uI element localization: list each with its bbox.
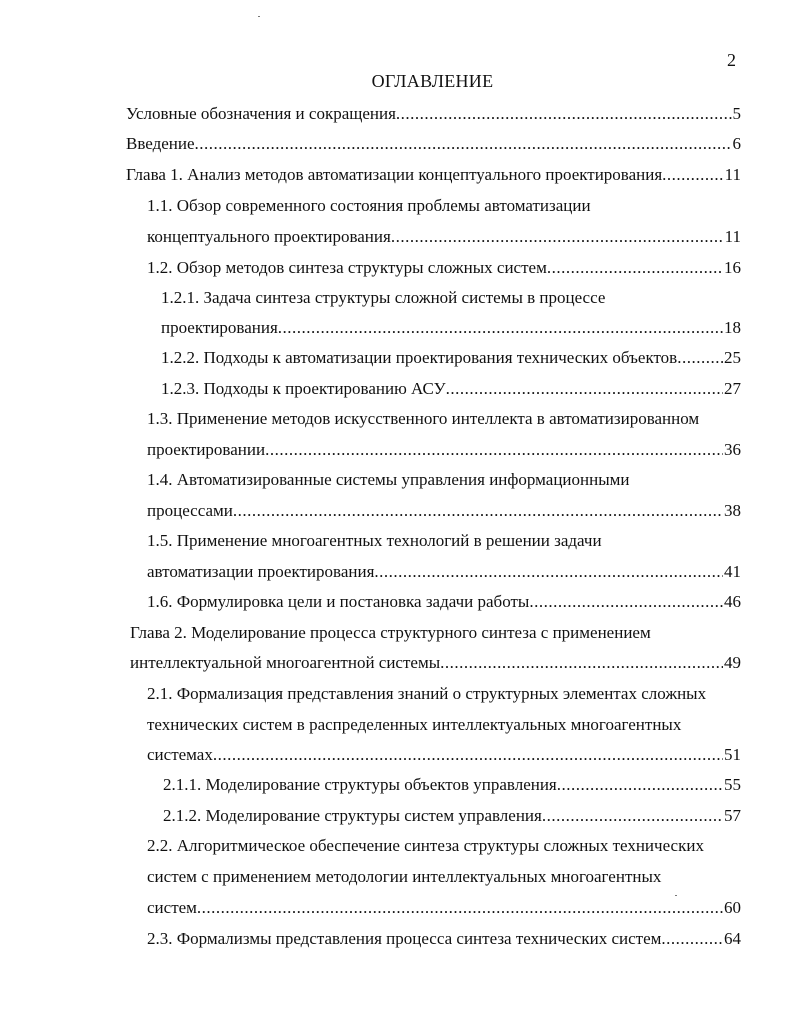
toc-entry-page: 18 — [724, 318, 741, 337]
toc-entry-text: 1.2.2. Подходы к автоматизации проектирования технических объектов — [161, 348, 678, 367]
toc-entry-page: 57 — [724, 806, 741, 825]
toc-entry-text: концептуального проектирования — [147, 227, 391, 246]
toc-entry-page: 38 — [724, 501, 741, 520]
toc-entry-1-3 — [147, 438, 741, 462]
toc-entry-text: Глава 1. Анализ методов автоматизации концептуального проектирования — [126, 165, 663, 184]
toc-entry-1-4 — [147, 499, 741, 523]
toc-entry-page: 49 — [724, 653, 741, 672]
toc-entry-text: 2.3. Формализмы представления процесса синтеза технических систем — [147, 929, 662, 948]
toc-entry-2-1-line-1: 2.1. Формализация представления знаний о структурных элементах сложных — [147, 684, 707, 703]
toc-entry-2-1-line-2: технических систем в распределенных интеллектуальных многоагентных — [147, 715, 682, 734]
dot-leader — [233, 499, 723, 523]
toc-entry-page: 16 — [724, 258, 741, 277]
toc-entry-text: Условные обозначения и сокращения — [126, 104, 396, 123]
toc-entry-1-3-line-1: 1.3. Применение методов искусственного интеллекта в автоматизированном — [147, 409, 700, 428]
toc-entry-text: процессами — [147, 501, 233, 520]
toc-entry-text: проектировании — [147, 440, 266, 459]
toc-title: ОГЛАВЛЕНИЕ — [371, 71, 494, 91]
dot-leader — [197, 896, 723, 920]
toc-entry-2-3 — [147, 927, 741, 951]
toc-entry-text: 1.2. Обзор методов синтеза структуры сложных систем — [147, 258, 547, 277]
toc-entry-1-2 — [147, 256, 741, 280]
page-number: 2 — [727, 50, 736, 70]
toc-entry-page: 6 — [732, 134, 741, 153]
toc-entry-chapter-2 — [130, 651, 741, 675]
toc-entry-2-2-line-1: 2.2. Алгоритмическое обеспечение синтеза структуры сложных технических — [147, 836, 704, 855]
dot-leader — [213, 743, 723, 767]
dot-leader — [661, 927, 723, 951]
toc-entry-page: 51 — [724, 745, 741, 764]
toc-entry-1-6 — [147, 590, 741, 614]
toc-entry-text: системах — [147, 745, 213, 764]
dot-leader — [278, 316, 723, 340]
toc-entry-2-1 — [147, 743, 741, 767]
toc-entry-text: систем — [147, 898, 197, 917]
scan-speck — [258, 16, 260, 17]
toc-entry-text: автоматизации проектирования — [147, 562, 375, 581]
toc-entry-page: 11 — [724, 227, 741, 246]
toc-entry-2-1-2 — [163, 804, 741, 828]
dot-leader — [446, 377, 723, 401]
toc-entry-page: 27 — [724, 379, 741, 398]
toc-entry-page: 5 — [732, 104, 741, 123]
toc-entry-page: 64 — [724, 929, 741, 948]
toc-entry-text: проектирования — [161, 318, 278, 337]
dot-leader — [265, 438, 723, 462]
dot-leader — [396, 102, 732, 126]
toc-entry-2-1-1 — [163, 773, 741, 797]
dot-leader — [440, 651, 723, 675]
toc-entry-text: 1.6. Формулировка цели и постановка задачи работы — [147, 592, 530, 611]
toc-entry-1-2-2 — [161, 346, 741, 370]
dot-leader — [547, 256, 723, 280]
dot-leader — [529, 590, 723, 614]
toc-entry-introduction — [126, 132, 741, 156]
toc-entry-chapter-2-line-1: Глава 2. Моделирование процесса структурного синтеза с применением — [130, 623, 651, 642]
toc-entry-1-5 — [147, 560, 741, 584]
toc-entry-text: Введение — [126, 134, 195, 153]
toc-entry-chapter-1 — [126, 163, 741, 187]
toc-entry-page: 36 — [724, 440, 741, 459]
scan-speck — [675, 895, 677, 896]
toc-entry-symbols — [126, 102, 741, 126]
toc-entry-text: 2.1.2. Моделирование структуры систем управления — [163, 806, 542, 825]
toc-entry-page: 25 — [724, 348, 741, 367]
dot-leader — [542, 804, 723, 828]
toc-entry-text: 2.1.1. Моделирование структуры объектов управления — [163, 775, 557, 794]
toc-entry-1-1-line-1: 1.1. Обзор современного состояния проблемы автоматизации — [147, 196, 591, 215]
toc-entry-page: 55 — [724, 775, 741, 794]
toc-entry-1-2-1 — [161, 316, 741, 340]
toc-entry-page: 41 — [724, 562, 741, 581]
toc-entry-2-2-line-2: систем с применением методологии интеллектуальных многоагентных — [147, 867, 662, 886]
toc-entry-1-2-1-line-1: 1.2.1. Задача синтеза структуры сложной системы в процессе — [161, 288, 606, 307]
dot-leader — [391, 225, 724, 249]
toc-entry-text: 1.2.3. Подходы к проектированию АСУ — [161, 379, 446, 398]
toc-entry-page: 11 — [724, 165, 741, 184]
dot-leader — [557, 773, 723, 797]
toc-entry-page: 46 — [724, 592, 741, 611]
toc-entry-text: интеллектуальной многоагентной системы — [130, 653, 441, 672]
toc-entry-1-5-line-1: 1.5. Применение многоагентных технологий в решении задачи — [147, 531, 602, 550]
toc-entry-1-1 — [147, 225, 741, 249]
dot-leader — [374, 560, 723, 584]
toc-entry-2-2 — [147, 896, 741, 920]
dot-leader — [195, 132, 732, 156]
toc-entry-1-2-3 — [161, 377, 741, 401]
dot-leader — [662, 163, 723, 187]
dot-leader — [677, 346, 723, 370]
toc-entry-page: 60 — [724, 898, 741, 917]
toc-entry-1-4-line-1: 1.4. Автоматизированные системы управления информационными — [147, 470, 630, 489]
